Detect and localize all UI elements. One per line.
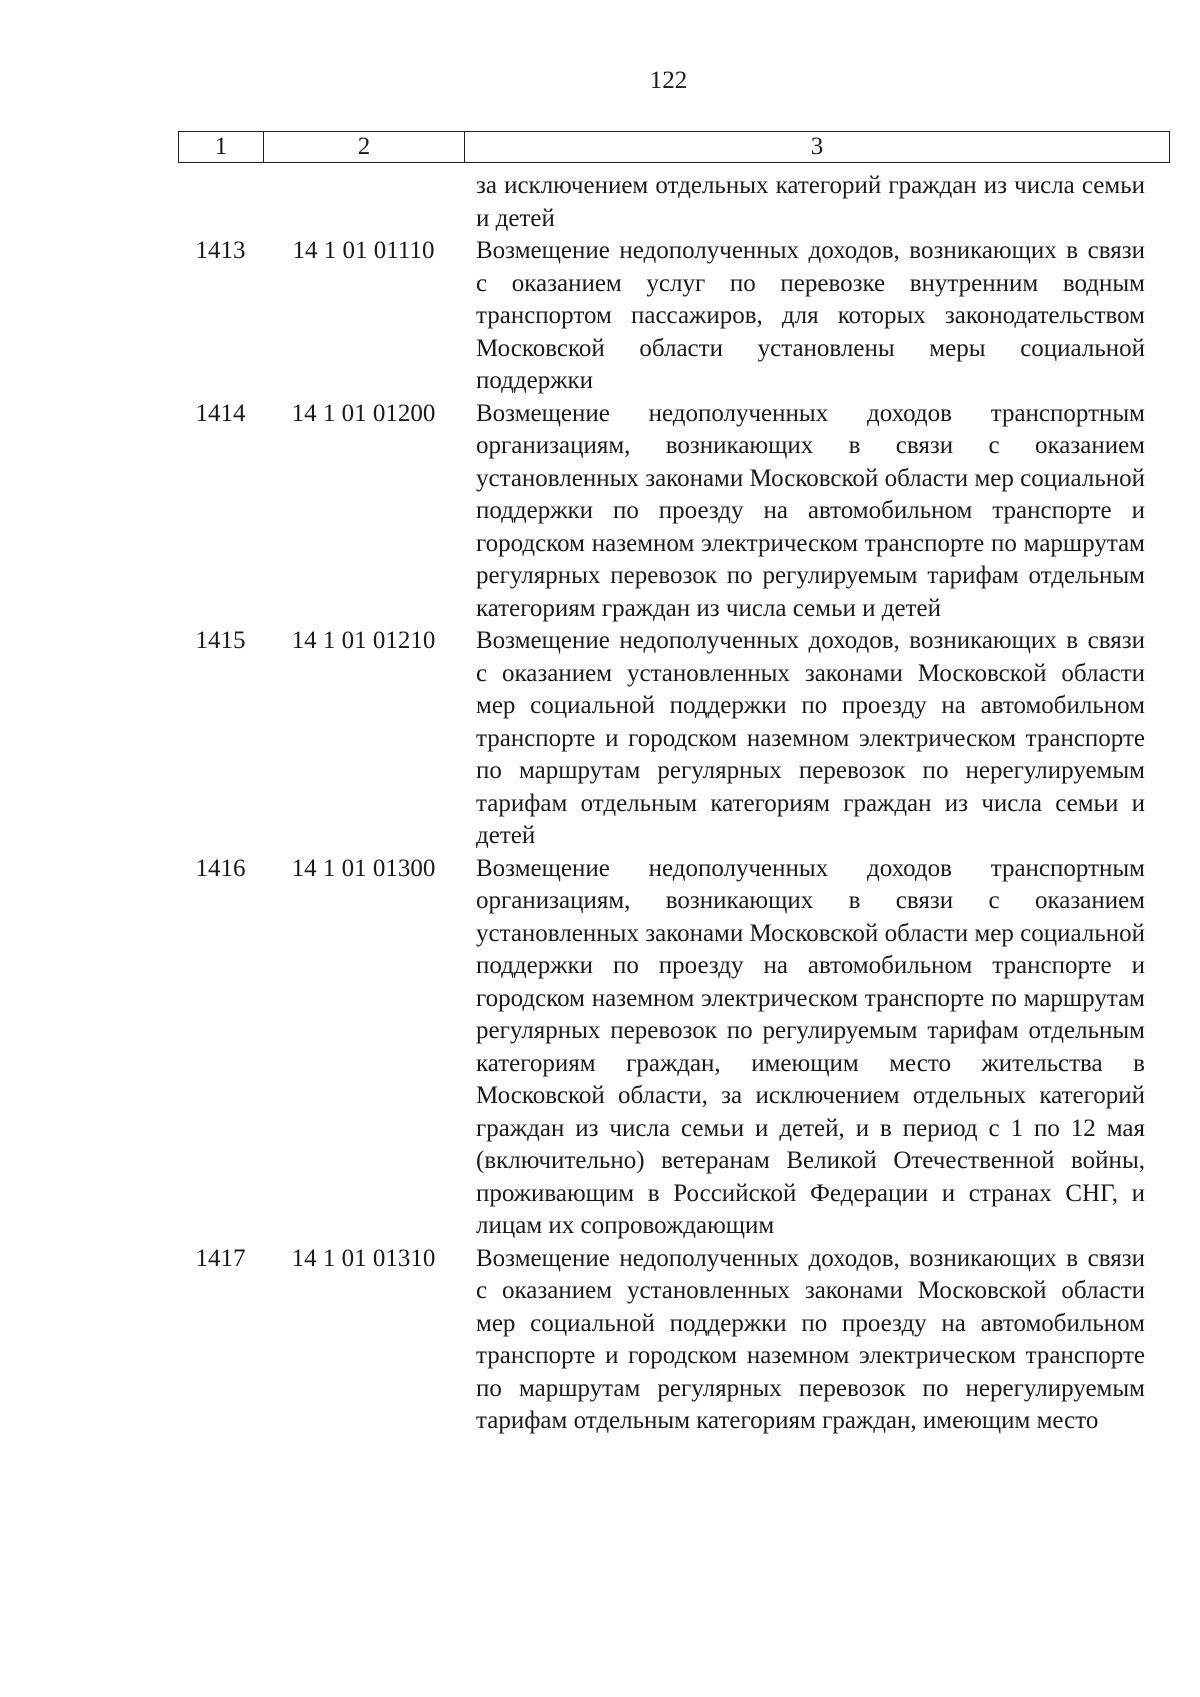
table-row — [178, 625, 1170, 853]
table-body — [178, 170, 1170, 1438]
column-header-2: 2 — [264, 132, 465, 162]
row-code: 14 1 01 01300 — [291, 854, 436, 882]
row-number: 1415 — [195, 627, 246, 654]
row-code: 14 1 01 01110 — [292, 237, 435, 264]
column-header-1: 1 — [179, 132, 264, 162]
row-code: 14 1 01 01210 — [291, 627, 436, 654]
table-row — [178, 235, 1170, 398]
row-number: 1416 — [195, 854, 246, 882]
row-number: 1413 — [195, 237, 246, 264]
table-row — [178, 853, 1170, 1243]
table-row — [178, 398, 1170, 626]
row-code: 14 1 01 01310 — [291, 1244, 436, 1272]
row-description: Возмещение недополученных доходов, возникающих в связи с оказанием установленных законами Московской области мер социальной поддержки по проезду на автомобильном транспорте и городском наземном электрическом транспорте по маршрутам регулярных перевозок по нерегулируемым тарифам отдельным категориям граждан из числа семьи и детей — [476, 627, 1145, 849]
row-description: Возмещение недополученных доходов, возникающих в связи с оказанием услуг по перевозке внутренним водным транспортом пассажиров, для которых законодательством Московской области установлены меры социальной поддержки — [476, 237, 1145, 394]
table-header — [178, 131, 1170, 163]
row-description: Возмещение недополученных доходов транспортным организациям, возникающих в связи с оказанием установленных законами Московской области мер социальной поддержки по проезду на автомобильном транспорте и городском наземном электрическом транспорте по маршрутам регулярных перевозок по регулируемым тарифам отдельным категориям граждан, имеющим место жительства в Московской области, за исключением отдельных категорий граждан из числа семьи и детей, и в период с 1 по 12 мая (включительно) ветеранам Великой Отечественной войны, проживающим в Российской Федерации и странах СНГ, и лицам их сопровождающим — [476, 854, 1145, 1239]
row-code: 14 1 01 01200 — [291, 399, 436, 427]
row-description: Возмещение недополученных доходов, возникающих в связи с оказанием установленных законами Московской области мер социальной поддержки по проезду на автомобильном транспорте и городском наземном электрическом транспорте по маршрутам регулярных перевозок по нерегулируемым тарифам отдельным категориям граждан, имеющим место — [476, 1244, 1145, 1434]
row-description: за исключением отдельных категорий граждан из числа семьи и детей — [476, 172, 1145, 232]
page-number: 122 — [649, 67, 688, 94]
row-number: 1414 — [195, 399, 246, 427]
column-header-3: 3 — [810, 133, 824, 160]
table-row — [178, 170, 1170, 235]
row-description: Возмещение недополученных доходов транспортным организациям, возникающих в связи с оказанием установленных законами Московской области мер социальной поддержки по проезду на автомобильном транспорте и городском наземном электрическом транспорте по маршрутам регулярных перевозок по регулируемым тарифам отдельным категориям граждан из числа семьи и детей — [476, 399, 1145, 622]
row-number: 1417 — [195, 1244, 246, 1272]
table-row — [178, 1243, 1170, 1438]
